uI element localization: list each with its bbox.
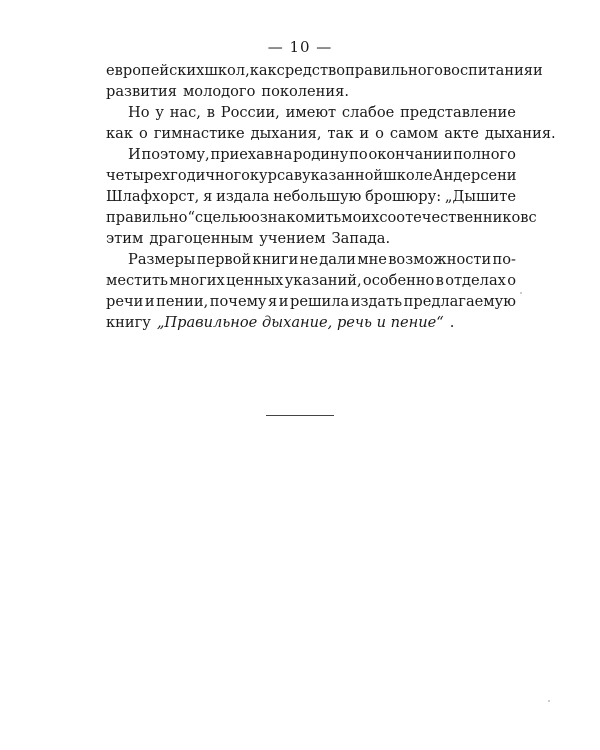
word: я — [203, 188, 213, 205]
word: учением — [259, 230, 326, 247]
word: и — [533, 62, 543, 79]
word: ознакомить — [251, 209, 342, 226]
word: указаний, — [284, 272, 362, 289]
word: Размеры — [128, 251, 196, 268]
word: по- — [492, 251, 516, 268]
word: правильного — [345, 62, 443, 79]
paper-speck — [520, 292, 522, 294]
section-divider — [266, 415, 334, 416]
word: четырехгодичного — [106, 167, 250, 184]
word: моих — [341, 209, 380, 226]
word: небольшую — [273, 188, 362, 205]
word: отделах — [445, 272, 506, 289]
word: на — [273, 146, 293, 163]
word: пении, — [156, 293, 209, 310]
word: слабое — [341, 104, 395, 121]
word: школ, — [204, 62, 250, 79]
word: по — [349, 146, 368, 163]
text-line — [106, 123, 556, 144]
page-number: — 10 — — [267, 38, 333, 56]
word: с — [528, 209, 537, 226]
word: мне — [357, 251, 387, 268]
word: решила — [289, 293, 350, 310]
word: я — [268, 293, 278, 310]
word: книги — [252, 251, 299, 268]
text-line — [106, 165, 516, 186]
word: И — [128, 146, 141, 163]
word: Шлафхорст, — [106, 188, 200, 205]
word: ценных — [226, 272, 284, 289]
word: возможности — [388, 251, 492, 268]
word: многих — [169, 272, 225, 289]
word: целью — [203, 209, 252, 226]
word: молодого — [182, 83, 256, 100]
word: Запада. — [331, 230, 391, 247]
book-title: „Правильное дыхание, речь и пение“ — [156, 314, 444, 331]
word: европейских — [106, 62, 205, 79]
word: в — [293, 167, 303, 184]
word: почему — [209, 293, 267, 310]
word: и — [144, 293, 155, 310]
word: „Дышите — [444, 188, 516, 205]
final-line-suffix: . — [449, 314, 455, 331]
body-text — [106, 60, 556, 333]
word: дыхания. — [484, 125, 556, 142]
word: дали — [319, 251, 356, 268]
word: родину — [293, 146, 349, 163]
text-line — [106, 60, 543, 81]
word: школе — [383, 167, 433, 184]
word: речи — [106, 293, 144, 310]
word: издать — [350, 293, 403, 310]
word: соотечественников — [379, 209, 529, 226]
text-line — [106, 207, 537, 228]
word: не — [299, 251, 318, 268]
word: курса — [249, 167, 294, 184]
word: особенно — [362, 272, 435, 289]
word: дыхания, — [250, 125, 322, 142]
word: окончании — [368, 146, 453, 163]
word: о — [375, 125, 384, 142]
text-line — [106, 81, 516, 102]
word: этим — [106, 230, 144, 247]
word: представление — [400, 104, 516, 121]
word: указанной — [302, 167, 384, 184]
word: воспитания — [442, 62, 534, 79]
word: полного — [453, 146, 516, 163]
word: и — [278, 293, 289, 310]
text-line — [106, 249, 516, 270]
word: средство — [276, 62, 346, 79]
word: у — [155, 104, 164, 121]
text-line — [106, 228, 516, 249]
word: гимнастике — [153, 125, 245, 142]
text-line — [106, 270, 516, 291]
word: самом — [389, 125, 439, 142]
word: правильно“ — [106, 209, 195, 226]
word: как — [106, 125, 133, 142]
word: о — [138, 125, 148, 142]
final-line-prefix: книгу — [106, 314, 151, 331]
word: и — [506, 167, 517, 184]
text-line-final — [106, 312, 516, 333]
word: в — [206, 104, 215, 121]
word: в — [435, 272, 444, 289]
word: поколения. — [261, 83, 349, 100]
text-line — [106, 291, 516, 312]
text-line — [106, 144, 516, 165]
word: Андерсен — [432, 167, 507, 184]
word: Но — [128, 104, 150, 121]
text-line — [106, 186, 516, 207]
word: местить — [106, 272, 168, 289]
word: поэтому, — [141, 146, 210, 163]
word: с — [194, 209, 204, 226]
word: предлагаемую — [403, 293, 516, 310]
word: драгоценным — [149, 230, 254, 247]
word: так — [327, 125, 354, 142]
word: развития — [106, 83, 177, 100]
text-lines — [106, 60, 556, 312]
word: о — [507, 272, 516, 289]
word: имеют — [285, 104, 337, 121]
word: нас, — [169, 104, 201, 121]
word: приехав — [210, 146, 274, 163]
word: и — [359, 125, 370, 142]
word: издала — [216, 188, 270, 205]
paper-speck — [548, 700, 550, 702]
word: брошюру: — [365, 188, 442, 205]
word: акте — [444, 125, 479, 142]
word: первой — [196, 251, 252, 268]
text-line — [106, 102, 516, 123]
word: как — [249, 62, 277, 79]
word: России, — [220, 104, 280, 121]
